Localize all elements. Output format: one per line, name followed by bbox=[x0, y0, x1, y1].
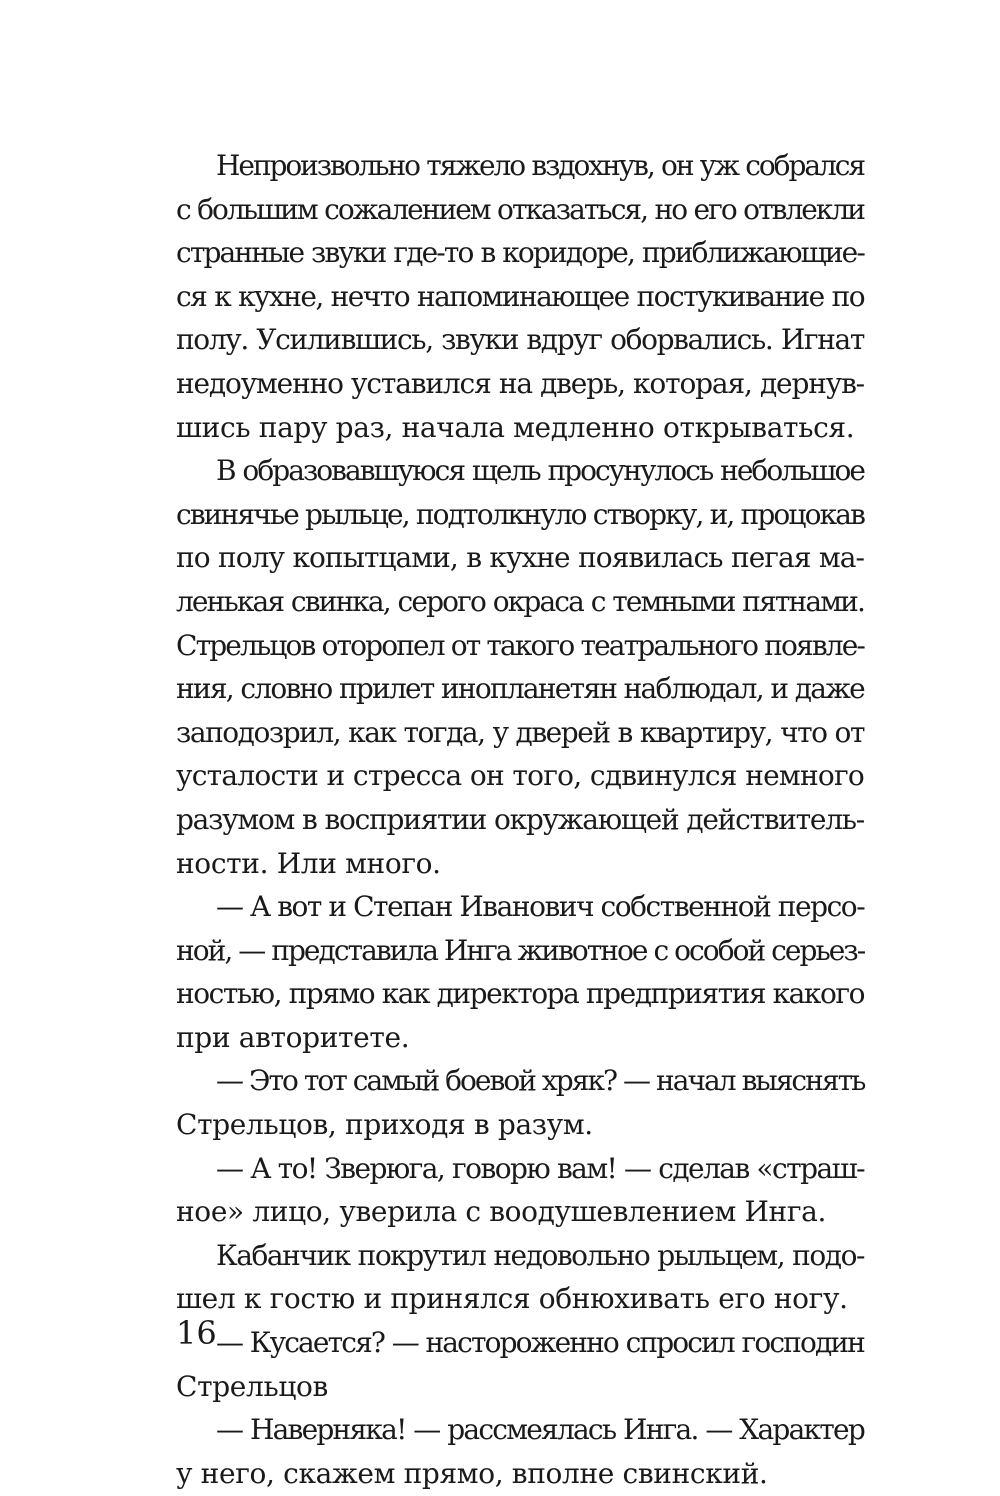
text-line: ния, словно прилет инопланетян наблюдал, и даже bbox=[176, 672, 864, 706]
text-line: — Кусается? — настороженно спросил господин bbox=[216, 1326, 864, 1360]
text-line: при авторитете. bbox=[176, 1020, 410, 1054]
paragraph bbox=[176, 144, 864, 449]
text-line: — Наверняка! — рассмеялась Инга. — Характер bbox=[216, 1413, 864, 1447]
text-line: по полу копытцами, в кухне появилась пегая ма- bbox=[176, 541, 864, 575]
text-line: недоуменно уставился на дверь, которая, дернув- bbox=[176, 366, 864, 400]
paragraph bbox=[176, 449, 864, 885]
text-line: ной, — представила Инга животное с особой серьез- bbox=[176, 933, 865, 967]
text-line: — Это тот самый боевой хряк? — начал выяснять bbox=[216, 1064, 865, 1098]
text-line: — А вот и Степан Иванович собственной персо- bbox=[216, 890, 865, 924]
text-line: полу. Усилившись, звуки вдруг оборвались. Игнат bbox=[176, 323, 864, 357]
text-line: ностью, прямо как директора предприятия какого bbox=[176, 977, 864, 1011]
text-line: ное» лицо, уверила с воодушевлением Инга. bbox=[176, 1195, 827, 1229]
text-line: Непроизвольно тяжело вздохнув, он уж собрался bbox=[216, 149, 864, 182]
text-line: ности. Или много. bbox=[176, 846, 441, 880]
paragraph bbox=[176, 885, 864, 1059]
text-line: — А то! Зверюга, говорю вам! — сделав «страш- bbox=[216, 1151, 864, 1185]
text-line: заподозрил, как тогда, у дверей в квартиру, что от bbox=[176, 715, 864, 749]
text-line: Стрельцов, приходя в разум. bbox=[176, 1108, 593, 1142]
text-line: Стрельцов оторопел от такого театрального появле- bbox=[176, 628, 865, 662]
page-number: 16 bbox=[176, 1314, 217, 1352]
text-line: В образовавшуюся щель просунулось небольшое bbox=[216, 454, 864, 488]
text-line: ленькая свинка, серого окраса с темными пятнами. bbox=[176, 584, 864, 618]
paragraph bbox=[176, 1147, 864, 1234]
text-line: усталости и стресса он того, сдвинулся немного bbox=[176, 759, 864, 793]
text-line: Кабанчик покрутил недовольно рыльцем, подо- bbox=[216, 1238, 864, 1272]
text-line: шись пару раз, начала медленно открываться. bbox=[176, 410, 855, 444]
paragraph bbox=[176, 1408, 864, 1495]
text-line: шел к гостю и принялся обнюхивать его ногу. bbox=[176, 1282, 848, 1316]
text-line: с большим сожалением отказаться, но его отвлекли bbox=[176, 192, 864, 226]
text-line: у него, скажем прямо, вполне свинский. bbox=[176, 1456, 768, 1490]
paragraph bbox=[176, 1321, 864, 1408]
paragraph bbox=[176, 1234, 864, 1321]
book-page-text bbox=[176, 144, 864, 1495]
text-line: ся к кухне, нечто напоминающее постукивание по bbox=[176, 279, 864, 313]
text-line: свинячье рыльце, подтолкнуло створку, и, процокав bbox=[176, 497, 864, 531]
text-line: разумом в восприятии окружающей действитель- bbox=[176, 802, 864, 836]
paragraph bbox=[176, 1059, 864, 1146]
text-line: Стрельцов bbox=[176, 1369, 328, 1403]
text-line: странные звуки где-то в коридоре, приближающие- bbox=[176, 236, 864, 270]
